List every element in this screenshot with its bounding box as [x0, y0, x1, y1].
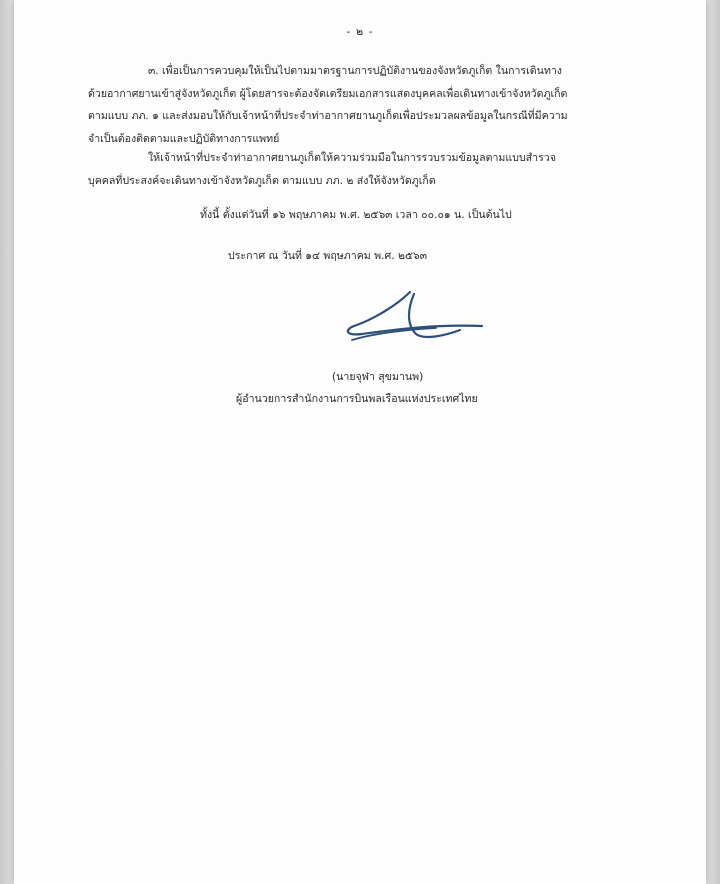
paragraph-staff-cooperation [88, 147, 648, 192]
paragraph-line: จำเป็นต้องติดตามและปฏิบัติทางการแพทย์ [88, 132, 280, 145]
document-page [14, 0, 706, 884]
page-number: - ๒ - [346, 25, 374, 38]
paragraph-line: บุคคลที่ประสงค์จะเดินทางเข้าจังหวัดภูเก็ต ตามแบบ ภภ. ๒ ส่งให้จังหวัดภูเก็ต [88, 174, 436, 187]
paragraph-line: ๓. เพื่อเป็นการควบคุมให้เป็นไปตามมาตรฐานการปฏิบัติงานของจังหวัดภูเก็ต ในการเดินทาง [148, 65, 562, 77]
signature-stroke [409, 294, 460, 337]
paragraph-3 [88, 60, 648, 150]
signature-image [332, 284, 492, 350]
paragraph-line: ด้วยอากาศยานเข้าสู่จังหวัดภูเก็ต ผู้โดยสารจะต้องจัดเตรียมเอกสารแสดงบุคคลเพื่อเดินทางเข้าจังหวัดภูเก็ต [88, 87, 568, 100]
paragraph-line: ตามแบบ ภภ. ๑ และส่งมอบให้กับเจ้าหน้าที่ประจำท่าอากาศยานภูเก็ตเพื่อประมวลผลข้อมูลในกรณีที่มีความ [88, 110, 568, 122]
paragraph-line: ให้เจ้าหน้าที่ประจำท่าอากาศยานภูเก็ตให้ความร่วมมือในการรวบรวมข้อมูลตามแบบสำรวจ [148, 152, 556, 164]
signature-stroke [348, 292, 482, 334]
effective-date-line: ทั้งนี้ ตั้งแต่วันที่ ๑๖ พฤษภาคม พ.ศ. ๒๕๖๓ เวลา ๐๐.๐๑ น. เป็นต้นไป [200, 209, 512, 221]
signer-name: (นายจุฬา สุขมานพ) [332, 371, 424, 383]
announcement-date-line: ประกาศ ณ วันที่ ๑๔ พฤษภาคม พ.ศ. ๒๕๖๓ [228, 250, 427, 262]
signer-title: ผู้อำนวยการสำนักงานการบินพลเรือนแห่งประเทศไทย [236, 393, 478, 405]
